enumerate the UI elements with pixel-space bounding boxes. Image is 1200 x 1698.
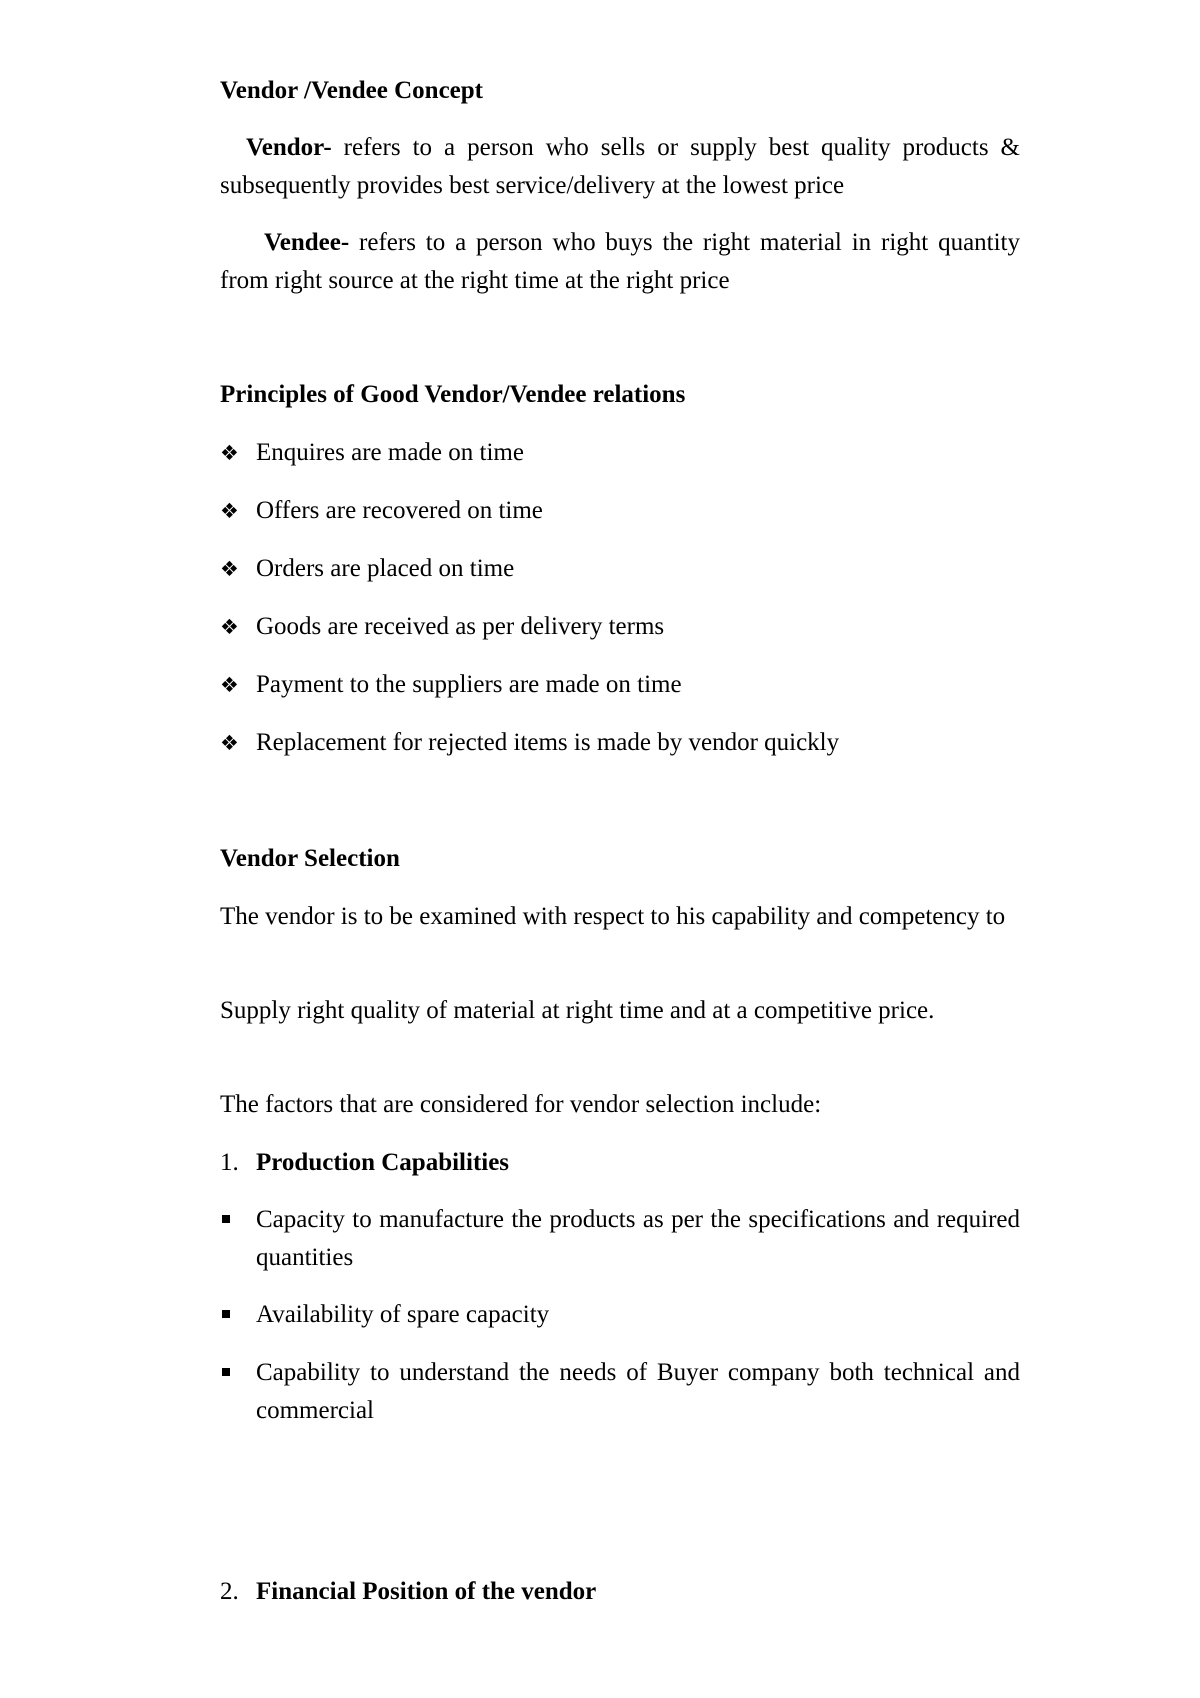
vendor-term: Vendor- [246,134,332,161]
factor-1-title: Production Capabilities [256,1149,510,1176]
diamond-bullet-icon: ❖ [220,673,239,697]
diamond-bullet-icon: ❖ [220,499,239,523]
principle-item [220,724,1020,762]
concept-heading: Vendor /Vendee Concept [220,77,483,104]
vendee-definition-text: refers to a person who buys the right material in right quantity from right source at the right time at the right price [220,229,1020,294]
principle-item [220,550,1020,588]
principles-heading: Principles of Good Vendor/Vendee relations [220,381,686,408]
factor-1-item-text: Availability of spare capacity [256,1301,550,1328]
diamond-bullet-icon: ❖ [220,731,239,755]
factor-1-item-text: Capacity to manufacture the products as per the specifications and required quantities [256,1206,1020,1271]
principle-text: Payment to the suppliers are made on time [256,671,682,698]
principle-item [220,492,1020,530]
principle-text: Offers are recovered on time [256,497,543,524]
principle-item [220,608,1020,646]
square-bullet-icon [222,1368,230,1376]
factor-1-item [256,1354,1020,1430]
square-bullet-icon [222,1310,230,1318]
principle-item [220,434,1020,472]
principle-text: Orders are placed on time [256,555,515,582]
diamond-bullet-icon: ❖ [220,557,239,581]
factor-1-item-text: Capability to understand the needs of Buyer company both technical and commercial [256,1359,1020,1424]
factor-1-item [256,1201,1020,1277]
principle-item [220,666,1020,704]
factor-1-item [256,1296,1020,1334]
diamond-bullet-icon: ❖ [220,615,239,639]
selection-heading: Vendor Selection [220,845,400,872]
selection-paragraph-1: The vendor is to be examined with respect to his capability and competency to [220,903,1006,930]
vendor-definition [220,129,1020,205]
factor-2-heading [220,1573,1020,1611]
principle-text: Goods are received as per delivery terms [256,613,665,640]
vendor-definition-text: refers to a person who sells or supply best quality products & subsequently provides best service/delivery at the lowest price [220,134,1020,199]
square-bullet-icon [222,1215,230,1223]
principle-text: Replacement for rejected items is made by vendor quickly [256,729,840,756]
selection-paragraph-3: The factors that are considered for vendor selection include: [220,1091,822,1118]
selection-paragraph-2: Supply right quality of material at right time and at a competitive price. [220,997,935,1024]
factor-1-heading [220,1144,1020,1182]
factor-1-number: 1. [220,1149,239,1176]
factor-2-number: 2. [220,1578,239,1605]
factor-2-title: Financial Position of the vendor [256,1578,597,1605]
principle-text: Enquires are made on time [256,439,524,466]
diamond-bullet-icon: ❖ [220,441,239,465]
vendee-definition [220,224,1020,300]
vendee-term: Vendee- [264,229,350,256]
